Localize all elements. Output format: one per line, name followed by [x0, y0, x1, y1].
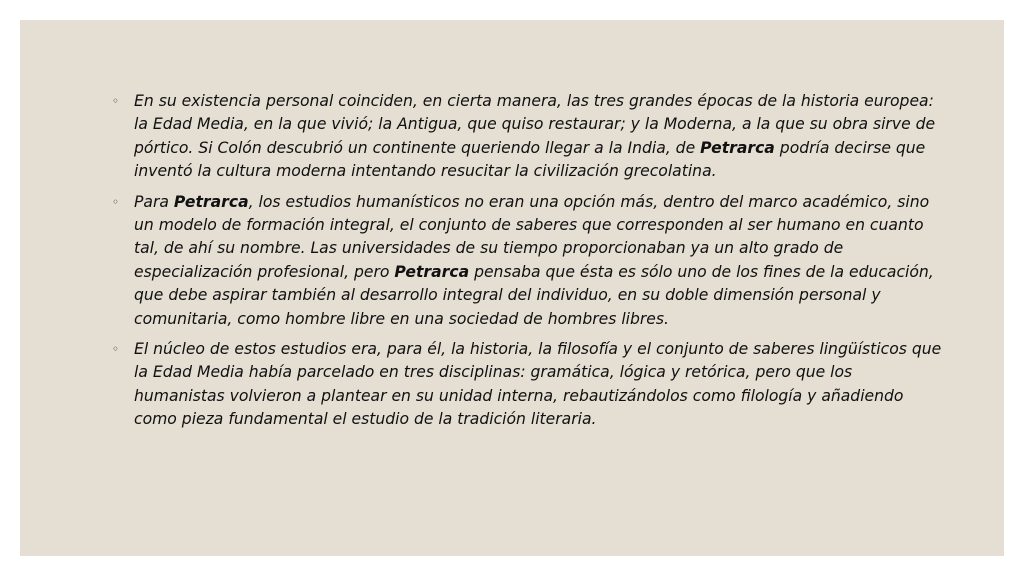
paragraph-1-text: En su existencia personal coinciden, en cierta manera, las tres grandes épocas de la historia europea: la Edad Media, en la que vivió; la Antigua, que quiso restaurar; y la Moderna, a la que su obra sirve de pórtico. Si Colón descubrió un continente queriendo llegar a la India, de [134, 92, 936, 157]
paragraph-2-text-end: pensaba que ésta es sólo uno de los fines de la educación, que debe aspirar también al desarrollo integral del individuo, en su doble dimensión personal y comunitaria, como hombre libre en una sociedad de hombres libres. [134, 262, 934, 328]
paragraph-3-text: El núcleo de estos estudios era, para él, la historia, la filosofía y el conjunto de saberes lingüísticos que la Edad Media había parcelado en tres disciplinas: gramática, lógica y retórica, pero que los humanistas volvieron a plantear en su unidad interna, rebautizándolos como filología y añadiendo como pieza fundamental el estudio de la tradición literaria. [134, 340, 942, 429]
bullet-paragraph-3 [112, 338, 942, 432]
bullet-paragraph-1 [112, 90, 942, 184]
paragraph-1-text-end: podría decirse que inventó la cultura moderna intentando resucitar la civilización grecolatina. [134, 138, 926, 181]
paragraph-2-text-middle: , los estudios humanísticos no eran una opción más, dentro del marco académico, sino un modelo de formación integral, el conjunto de saberes que corresponden al ser humano en cuanto tal, de ahí su nombre. Las universidades de su tiempo proporcionaban ya un alto grado de especialización profesional, pero [134, 192, 930, 281]
bullet-circle-icon: ◦ [112, 94, 120, 108]
bullet-paragraph-2 [112, 191, 942, 331]
bullet-circle-icon: ◦ [112, 194, 120, 209]
paragraph-2-text: Para [134, 192, 174, 211]
slide-body [112, 90, 942, 439]
paragraph-1-bold-name: Petrarca [700, 138, 775, 157]
bullet-circle-icon: ◦ [112, 342, 120, 357]
paragraph-2-bold-name: Petrarca [173, 192, 249, 211]
slide-background [20, 20, 1004, 556]
paragraph-2-bold-name-2: Petrarca [394, 262, 470, 281]
